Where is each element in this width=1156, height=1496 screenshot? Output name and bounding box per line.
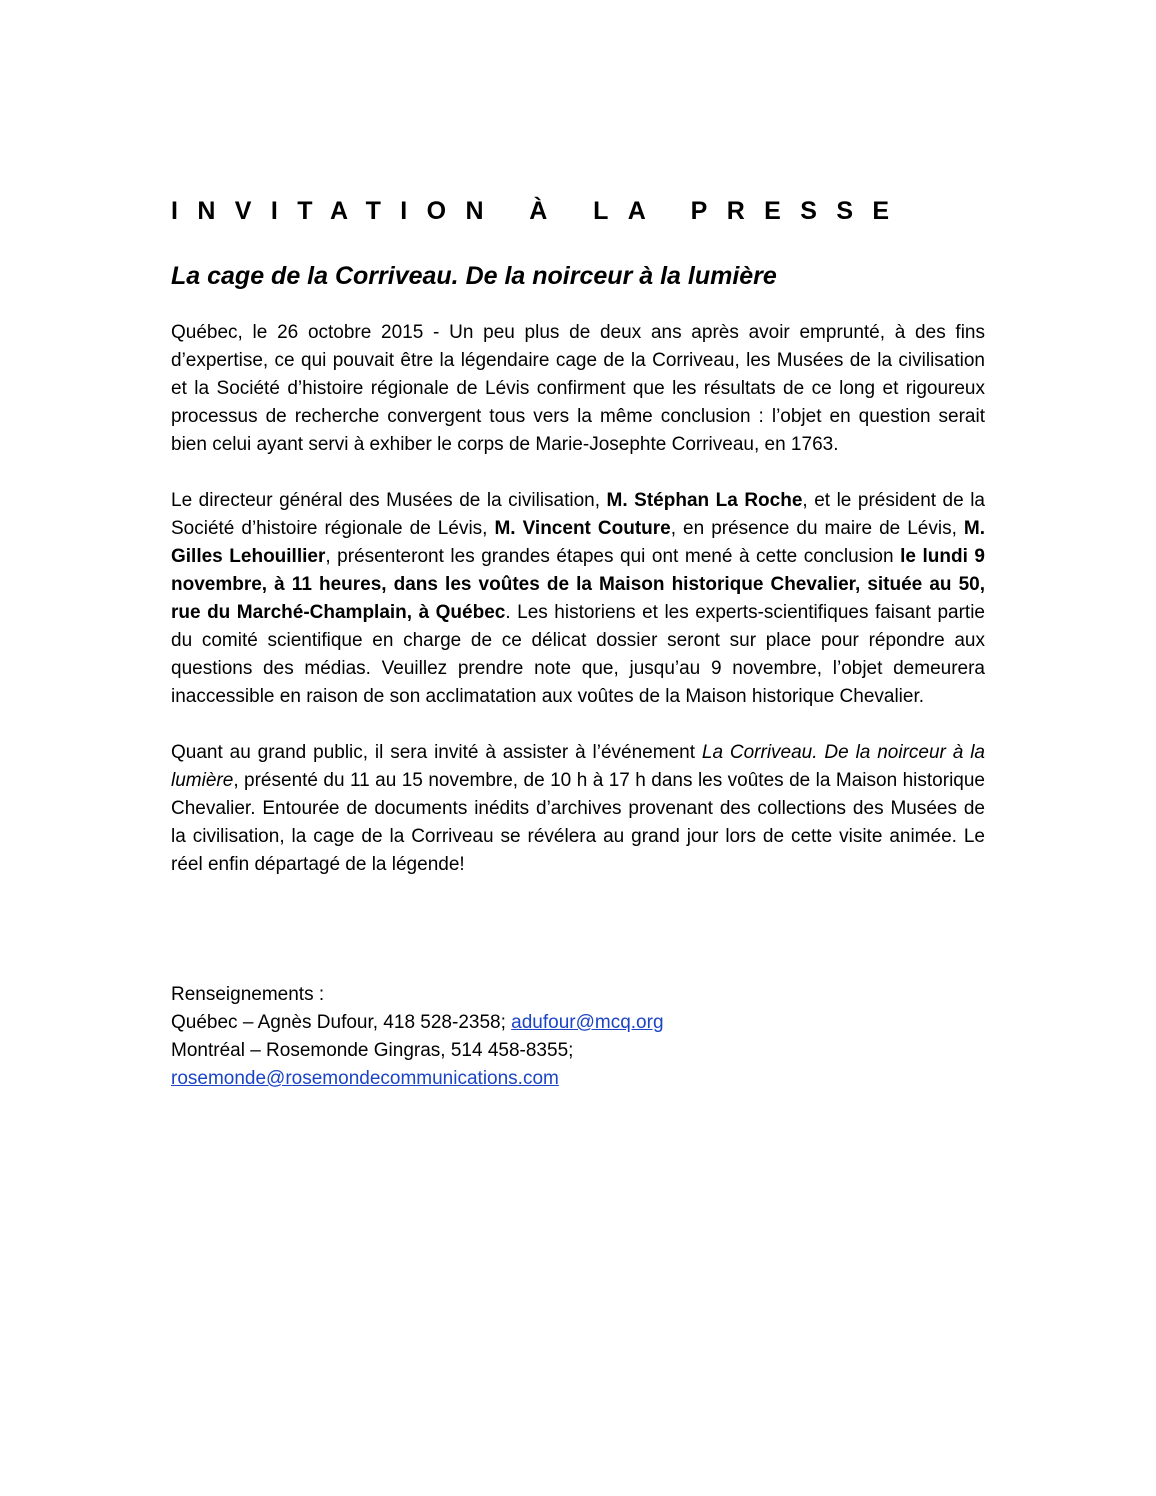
press-release-page: [171, 196, 985, 1093]
paragraph-announcement: [171, 487, 985, 711]
event-title: La Corriveau. De la noirceur à la lumière: [171, 742, 985, 791]
event-date-location: le lundi 9 novembre, à 11 heures, dans les voûtes de la Maison historique Chevalier, située au 50, rue du Marché-Champlain, à Québec: [171, 546, 985, 623]
name-vincent-couture: M. Vincent Couture: [494, 518, 671, 539]
public-text-2: , présenté du 11 au 15 novembre, de 10 h à 17 h dans les voûtes de la Maison historique Chevalier. Entourée de documents inédits d’archives provenant des collections des Musées de la civilisation, la cage de la Corriveau se révélera au grand jour lors de cette visite animée. Le réel enfin départagé de la légende!: [171, 770, 985, 875]
quebec-email-link[interactable]: adufour@mcq.org: [511, 1012, 664, 1033]
paragraph-intro-text: Québec, le 26 octobre 2015 - Un peu plus de deux ans après avoir emprunté, à des fins d’expertise, ce qui pouvait être la légendaire cage de la Corriveau, les Musées de la civilisation et la Société d’histoire régionale de Lévis confirment que les résultats de ce long et rigoureux processus de recherche convergent tous vers la même conclusion : l’objet en question serait bien celui ayant servi à exhiber le corps de Marie-Josephte Corriveau, en 1763.: [171, 322, 985, 455]
announcement-text-5: . Les historiens et les experts-scientifiques faisant partie du comité scientifique en charge de ce délicat dossier seront sur place pour répondre aux questions des médias. Veuillez prendre note que, jusqu’au 9 novembre, l’objet demeurera inaccessible en raison de son acclimatation aux voûtes de la Maison historique Chevalier.: [171, 602, 985, 707]
paragraph-intro: [171, 319, 985, 459]
contact-quebec: [171, 1009, 985, 1037]
announcement-text-4: , présenteront les grandes étapes qui ont mené à cette conclusion: [325, 546, 901, 567]
announcement-text-3: , en présence du maire de Lévis,: [670, 518, 964, 539]
contact-block: [171, 981, 985, 1093]
public-text-1: Quant au grand public, il sera invité à assister à l’événement: [171, 742, 702, 763]
contact-montreal-email: [171, 1065, 985, 1093]
contact-quebec-text: Québec – Agnès Dufour, 418 528-2358;: [171, 1012, 512, 1033]
contact-label: Renseignements :: [171, 984, 325, 1005]
name-stephan-la-roche: M. Stéphan La Roche: [606, 490, 803, 511]
document-heading: INVITATION À LA PRESSE: [171, 197, 909, 225]
paragraph-public: [171, 739, 985, 879]
montreal-email-link[interactable]: rosemonde@rosemondecommunications.com: [171, 1068, 559, 1089]
contact-montreal: Montréal – Rosemonde Gingras, 514 458-8355;: [171, 1040, 574, 1061]
name-gilles-lehouillier: M. Gilles Lehouillier: [171, 518, 985, 567]
announcement-text-2: , et le président de la Société d’histoire régionale de Lévis,: [171, 490, 985, 539]
document-subtitle: La cage de la Corriveau. De la noirceur à la lumière: [171, 262, 777, 290]
announcement-text-1: Le directeur général des Musées de la civilisation,: [171, 490, 607, 511]
